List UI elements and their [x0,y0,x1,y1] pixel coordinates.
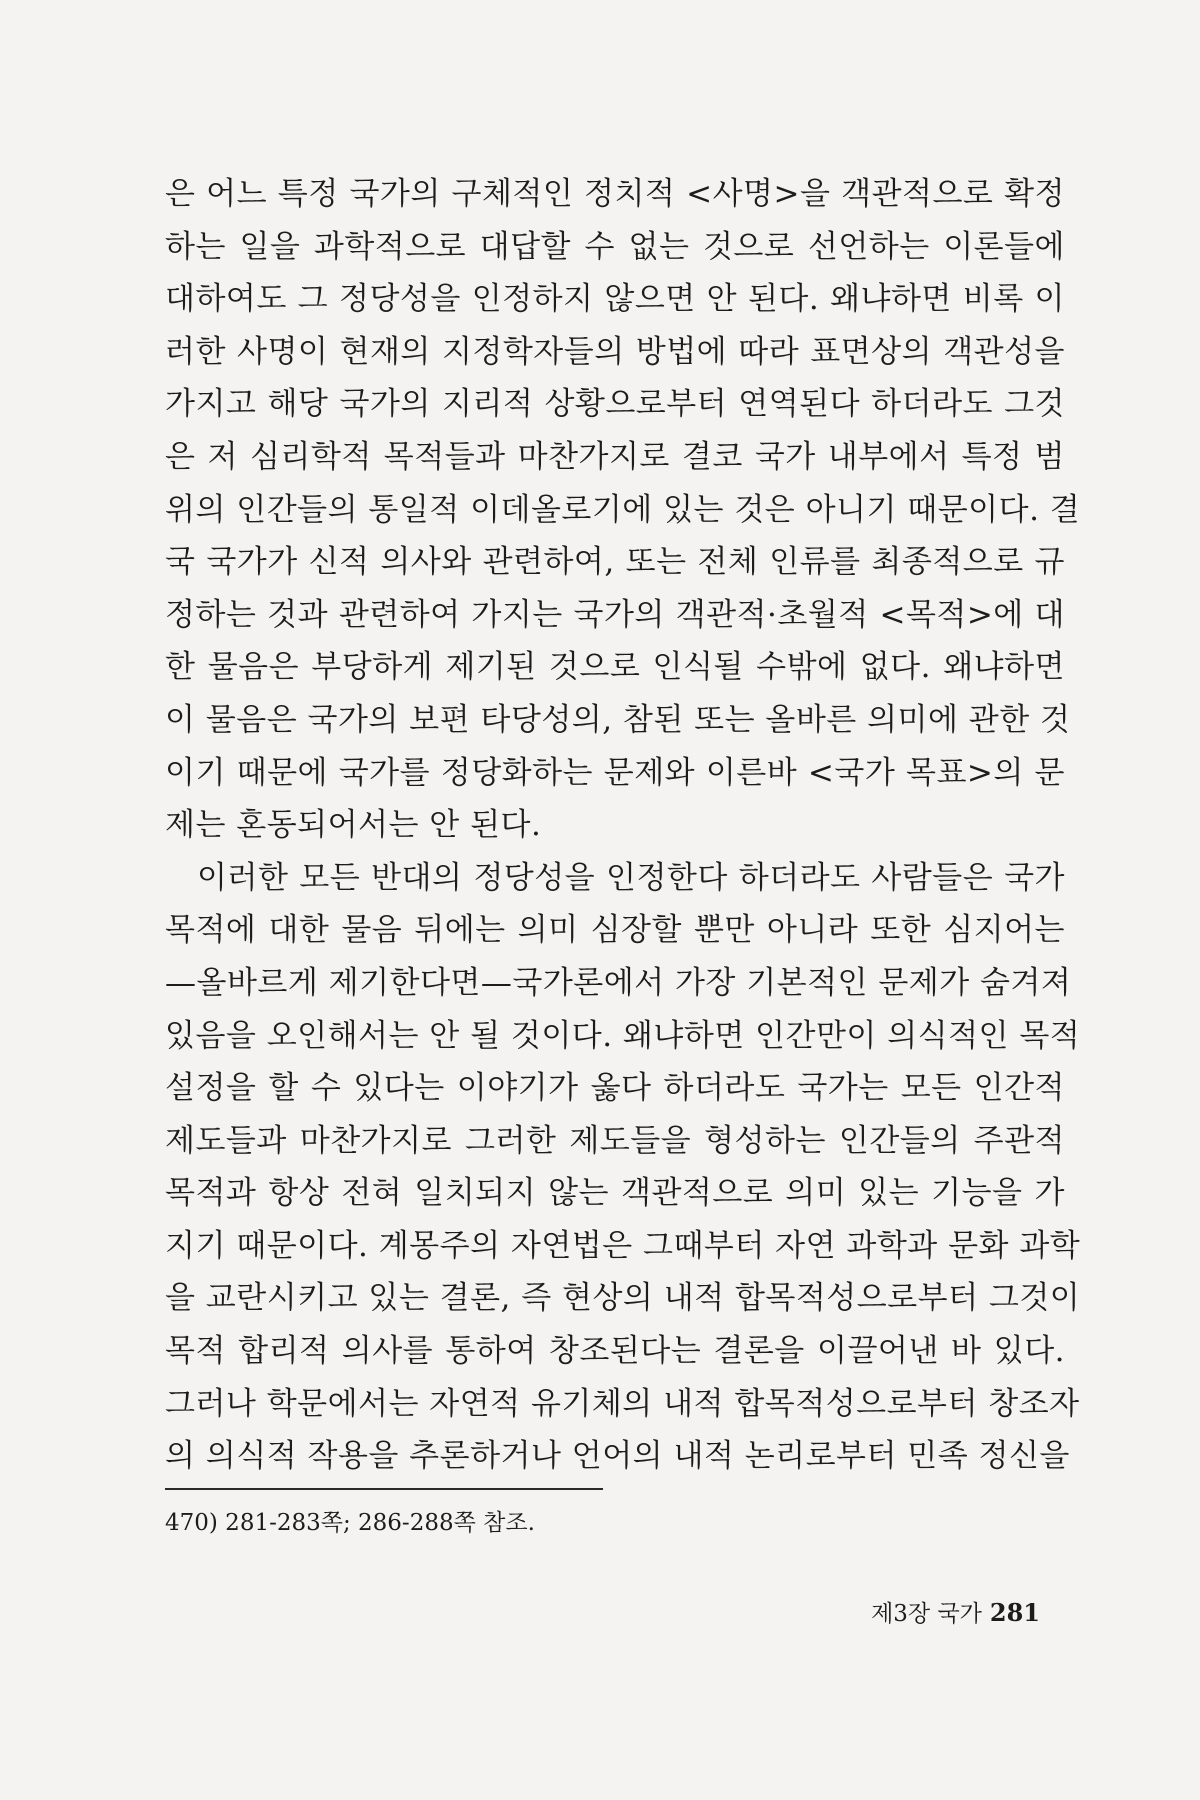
text-line: 제는 혼동되어서는 안 된다. [165,807,542,844]
text-line: 러한 사명이 현재의 지정학자들의 방법에 따라 표면상의 객관성을 [165,333,1065,370]
text-line: 을 교란시키고 있는 결론, 즉 현상의 내적 합목적성으로부터 그것이 [165,1280,1081,1317]
body-text [165,168,1081,1483]
text-line: 설정을 할 수 있다는 이야기가 옳다 하더라도 국가는 모든 인간적 [165,1070,1065,1107]
text-line: 이기 때문에 국가를 정당화하는 문제와 이른바 <국가 목표>의 문 [165,754,1065,791]
text-line: —올바르게 제기한다면—국가론에서 가장 기본적인 문제가 숨겨져 [165,964,1072,1001]
text-line: 그러나 학문에서는 자연적 유기체의 내적 합목적성으로부터 창조자 [165,1385,1080,1422]
chapter-label: 제3장 국가 [871,1601,982,1627]
text-line: 이 물음은 국가의 보편 타당성의, 참된 또는 올바른 의미에 관한 것 [165,701,1071,738]
text-line: 목적 합리적 의사를 통하여 창조된다는 결론을 이끌어낸 바 있다. [165,1333,1065,1370]
text-line: 제도들과 마찬가지로 그러한 제도들을 형성하는 인간들의 주관적 [165,1122,1065,1159]
text-line: 있음을 오인해서는 안 될 것이다. 왜냐하면 인간만이 의식적인 목적 [165,1017,1081,1054]
text-line: 위의 인간들의 통일적 이데올로기에 있는 것은 아니기 때문이다. 결 [165,491,1081,528]
text-line: 목적에 대한 물음 뒤에는 의미 심장할 뿐만 아니라 또한 심지어는 [165,912,1065,949]
text-line: 의 의식적 작용을 추론하거나 언어의 내적 논리로부터 민족 정신을 [165,1438,1070,1475]
running-footer [871,1598,1040,1629]
page-number: 281 [989,1598,1040,1627]
text-line: 국 국가가 신적 의사와 관련하여, 또는 전체 인류를 최종적으로 규 [165,544,1065,581]
text-line: 한 물음은 부당하게 제기된 것으로 인식될 수밖에 없다. 왜냐하면 [165,649,1065,686]
text-line: 지기 때문이다. 계몽주의 자연법은 그때부터 자연 과학과 문화 과학 [165,1227,1081,1264]
text-line: 은 저 심리학적 목적들과 마찬가지로 결코 국가 내부에서 특정 범 [165,438,1065,475]
text-line: 은 어느 특정 국가의 구체적인 정치적 <사명>을 객관적으로 확정 [165,176,1065,212]
text-line: 이러한 모든 반대의 정당성을 인정한다 하더라도 사람들은 국가 [165,859,1065,896]
text-line: 목적과 항상 전혀 일치되지 않는 객관적으로 의미 있는 기능을 가 [165,1175,1065,1212]
footnote-divider [165,1488,603,1490]
text-line: 가지고 해당 국가의 지리적 상황으로부터 연역된다 하더라도 그것 [165,386,1065,423]
text-line: 하는 일을 과학적으로 대답할 수 없는 것으로 선언하는 이론들에 [165,228,1065,265]
text-line: 대하여도 그 정당성을 인정하지 않으면 안 된다. 왜냐하면 비록 이 [165,281,1065,318]
footnote: 470) 281-283쪽; 286-288쪽 참조. [165,1510,535,1536]
text-line: 정하는 것과 관련하여 가지는 국가의 객관적·초월적 <목적>에 대 [165,596,1065,633]
